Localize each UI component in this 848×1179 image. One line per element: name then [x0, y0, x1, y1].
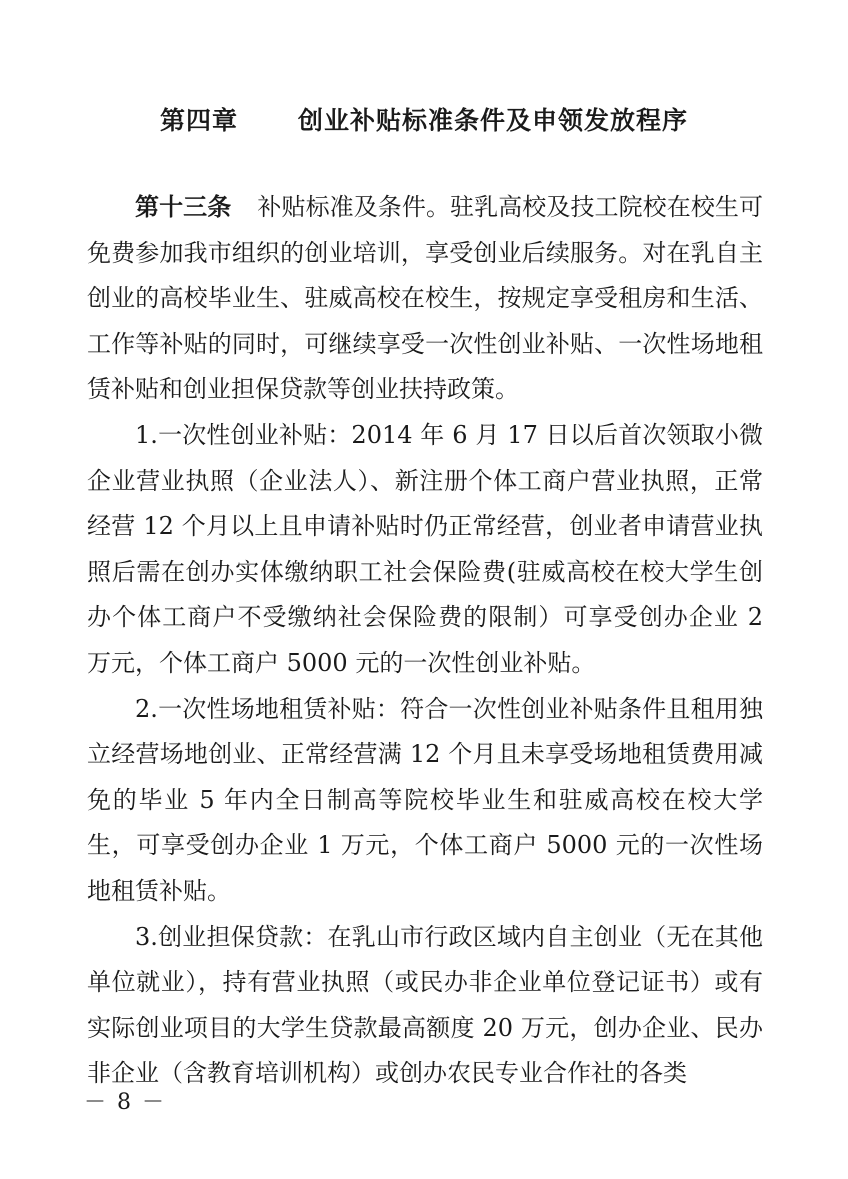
- item-text: 在乳山市行政区域内自主创业（无在其他单位就业），持有营业执照（或民办非企业单位登记证书）或有实际创业项目的大学生贷款最高额度 20 万元，创办企业、民办非企业（含教育培训机构）或创办农民专业合作社的各类: [87, 922, 763, 1088]
- article-label: 第十三条: [135, 193, 232, 221]
- item-text: 符合一次性创业补贴条件且租用独立经营场地创业、正常经营满 12 个月且未享受场地租赁费用减免的毕业 5 年内全日制高等院校毕业生和驻威高校在校大学生，可享受创办企业 1 万元，个体工商户 5000 元的一次性场地租赁补贴。: [87, 694, 763, 905]
- article-body: [87, 185, 763, 1097]
- item-heading: 2.一次性场地租赁补贴：: [135, 694, 401, 723]
- item-text: 2014 年 6 月 17 日以后首次领取小微企业营业执照（企业法人）、新注册个体工商户营业执照，正常经营 12 个月以上且申请补贴时仍正常经营，创业者申请营业执照后需在创办实体缴纳职工社会保险费(驻威高校在校大学生创办个体工商户不受缴纳社会保险费的限制）可享受创办企业 2 万元，个体工商户 5000 元的一次性创业补贴。: [87, 420, 763, 677]
- chapter-heading: [0, 101, 848, 141]
- page-number: － 8 －: [84, 1090, 166, 1115]
- item-paragraph: [87, 687, 763, 915]
- item-paragraph: [87, 413, 763, 687]
- item-heading: 1.一次性创业补贴：: [135, 420, 352, 449]
- chapter-title: 创业补贴标准条件及申领发放程序: [298, 106, 689, 135]
- item-heading: 3.创业担保贷款：: [135, 922, 328, 951]
- article-intro: 补贴标准及条件。驻乳高校及技工院校在校生可免费参加我市组织的创业培训，享受创业后续服务。对在乳自主创业的高校毕业生、驻威高校在校生，按规定享受租房和生活、工作等补贴的同时，可继续享受一次性创业补贴、一次性场地租赁补贴和创业担保贷款等创业扶持政策。: [87, 193, 764, 404]
- item-paragraph: [87, 915, 763, 1097]
- article-paragraph: [87, 185, 763, 413]
- chapter-number: 第四章: [159, 106, 238, 135]
